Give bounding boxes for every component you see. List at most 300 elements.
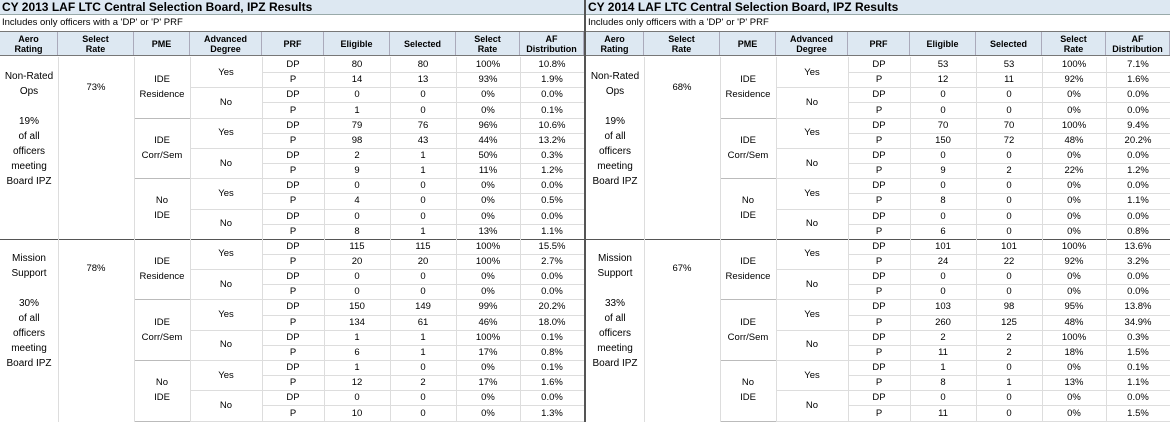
prf-cell: P: [875, 316, 883, 328]
af-distribution-cell: 3.2%: [1127, 256, 1149, 267]
pme-header: PME: [720, 32, 776, 55]
selected-cell: 13: [417, 74, 429, 86]
aero-rating-label: [586, 69, 644, 189]
column-divider: [58, 57, 59, 422]
pme-label: [720, 360, 776, 421]
eligible-cell: 80: [351, 59, 363, 71]
af-distribution-cell: 0.1%: [541, 331, 563, 343]
af-distribution-cell: 1.9%: [541, 74, 563, 86]
af-distribution-cell: 1.3%: [541, 407, 563, 419]
prf-cell: P: [289, 225, 297, 237]
prf-cell: DP: [286, 392, 300, 404]
select-rate-cell: 11%: [478, 165, 498, 177]
panel-title: CY 2014 LAF LTC Central Selection Board, IPZ Results: [586, 0, 1170, 15]
row-divider: [848, 421, 1170, 422]
af-distribution-cell: 0.0%: [541, 180, 563, 192]
eligible-cell: 8: [940, 195, 946, 207]
af-distribution-cell: 7.1%: [1127, 59, 1149, 71]
select-rate-cell: 0%: [481, 362, 495, 374]
select-rate-cell: 100%: [1061, 119, 1087, 131]
eligible-cell: 0: [354, 180, 360, 192]
advanced-degree-label: Yes: [218, 369, 234, 381]
af-distribution-header: AF Distribution: [1106, 32, 1170, 55]
selected-cell: 0: [420, 195, 426, 207]
eligible-cell: 11: [938, 407, 948, 419]
eligible-cell: 0: [940, 210, 946, 222]
advanced-degree-label: Yes: [218, 187, 234, 199]
pme-label-line: IDE: [154, 316, 170, 328]
prf-cell: P: [875, 256, 883, 267]
af-distribution-cell: 1.1%: [541, 225, 563, 237]
select-rate-cell: 0%: [481, 89, 495, 101]
select-rate-cell: 0%: [481, 392, 495, 404]
column-divider: [190, 57, 191, 422]
selected-cell: 0: [1006, 407, 1012, 419]
prf-cell: DP: [872, 89, 886, 101]
eligible-cell: 6: [940, 225, 946, 237]
aero-rating-line: [0, 99, 58, 114]
af-distribution-cell: 0.0%: [541, 392, 563, 404]
eligible-cell: 2: [354, 149, 360, 161]
select-rate-cell: 93%: [478, 74, 498, 86]
prf-cell: DP: [286, 210, 300, 222]
eligible-cell: 6: [354, 346, 360, 358]
aero-rating-line: Board IPZ: [592, 357, 638, 369]
aero-rating-label: [586, 251, 644, 371]
eligible-cell: 10: [351, 407, 363, 419]
af-distribution-cell: 15.5%: [538, 240, 566, 252]
selected-cell: 0: [1006, 225, 1012, 237]
prf-cell: P: [289, 74, 297, 86]
prf-cell: P: [875, 104, 883, 116]
select-rate-cell: 46%: [478, 316, 498, 328]
selected-cell: 149: [415, 301, 431, 313]
selected-cell: 0: [1006, 180, 1012, 192]
aero-rating-line: of all: [604, 131, 626, 142]
prf-cell: DP: [872, 119, 886, 131]
aero-rating-line: Ops: [605, 86, 625, 97]
aero-rating-line: Non-Rated: [4, 71, 54, 82]
af-distribution-cell: 13.8%: [1124, 301, 1152, 313]
prf-cell: P: [875, 225, 883, 237]
selected-cell: 2: [420, 377, 426, 389]
eligible-cell: 0: [354, 271, 360, 283]
pme-label-line: Residence: [725, 271, 771, 283]
eligible-cell: 101: [935, 240, 951, 252]
advanced-degree-label: No: [805, 96, 819, 108]
advanced-degree-label: Yes: [804, 187, 820, 199]
af-distribution-cell: 0.0%: [541, 286, 563, 298]
prf-cell: DP: [872, 331, 886, 343]
advanced-degree-label: No: [219, 339, 233, 351]
select-rate-cell: 0%: [481, 104, 495, 116]
advanced-degree-label: Yes: [218, 248, 234, 260]
select-rate-cell: 0%: [481, 286, 495, 298]
select-rate-cell: 0%: [1067, 362, 1081, 374]
pme-label-line: No: [741, 195, 755, 207]
prf-header: PRF: [848, 32, 910, 55]
aero-rating-line: Board IPZ: [592, 176, 638, 187]
select-rate-cell: 0%: [481, 180, 495, 192]
select-rate-cell: 99%: [478, 301, 498, 313]
af-distribution-header: AF Distribution: [520, 32, 584, 55]
select-rate-cell: 100%: [1061, 59, 1087, 71]
select-rate-cell: 17%: [478, 346, 498, 358]
af-distribution-cell: 34.9%: [1124, 316, 1152, 328]
selected-cell: 115: [415, 240, 431, 252]
aero-rating-label: [0, 69, 58, 189]
af-distribution-cell: 20.2%: [1124, 134, 1152, 146]
select-rate-cell: 96%: [478, 119, 498, 131]
group-select-rate: 73%: [86, 81, 106, 93]
pme-label: [720, 118, 776, 179]
prf-cell: P: [289, 377, 297, 389]
select-rate-cell: 100%: [1061, 240, 1087, 252]
prf-cell: P: [289, 407, 297, 419]
prf-cell: DP: [872, 59, 886, 71]
panel-subtitle: Includes only officers with a 'DP' or 'P' PRF: [588, 17, 769, 28]
pme-label-line: IDE: [740, 256, 756, 268]
column-divider: [390, 57, 391, 422]
row-select-rate-header: Select Rate: [1042, 32, 1106, 55]
eligible-cell: 0: [940, 180, 946, 192]
prf-header: PRF: [262, 32, 324, 55]
select-rate-cell: 0%: [1067, 392, 1081, 404]
prf-cell: DP: [286, 331, 300, 343]
advanced-degree-label: No: [805, 278, 819, 290]
select-rate-cell: 0%: [1067, 149, 1081, 161]
select-rate-cell: 100%: [475, 331, 501, 343]
pme-divider: [720, 421, 776, 422]
column-divider: [720, 57, 721, 422]
selected-cell: 61: [417, 316, 429, 328]
aero-rating-line: 30%: [18, 297, 39, 309]
select-rate-cell: 0%: [1067, 104, 1081, 116]
pme-label-line: No: [155, 195, 169, 207]
row-select-rate-header: Select Rate: [456, 32, 520, 55]
prf-cell: P: [875, 286, 883, 298]
af-distribution-cell: 0.0%: [1127, 210, 1149, 222]
eligible-cell: 4: [354, 195, 360, 207]
selected-cell: 0: [1006, 286, 1012, 298]
selected-cell: 98: [1003, 301, 1015, 313]
eligible-cell: 24: [937, 256, 949, 267]
selected-cell: 1: [420, 165, 426, 177]
eligible-cell: 0: [354, 392, 360, 404]
eligible-cell: 98: [351, 134, 363, 146]
column-divider: [324, 57, 325, 422]
pme-label: [134, 178, 190, 239]
af-distribution-cell: 13.2%: [538, 134, 566, 146]
pme-label: [720, 57, 776, 118]
advanced-degree-label: No: [805, 339, 819, 351]
column-divider: [262, 57, 263, 422]
pme-label-line: Residence: [139, 89, 185, 101]
eligible-cell: 9: [354, 165, 360, 177]
advanced-degree-label: Yes: [804, 66, 820, 78]
aero-rating-line: 19%: [604, 116, 625, 127]
aero-rating-line: meeting: [11, 161, 47, 172]
af-distribution-cell: 10.8%: [538, 59, 566, 71]
column-divider: [1042, 57, 1043, 422]
prf-cell: DP: [872, 271, 886, 283]
selected-cell: 0: [420, 392, 426, 404]
pme-label-line: Corr/Sem: [141, 149, 183, 161]
af-distribution-cell: 20.2%: [538, 301, 566, 313]
selected-cell: 80: [417, 59, 429, 71]
eligible-cell: 1: [354, 331, 360, 343]
pme-label-line: IDE: [740, 210, 756, 222]
select-rate-cell: 0%: [1067, 271, 1081, 283]
pme-label-line: IDE: [740, 392, 756, 404]
aero-rating-line: meeting: [11, 342, 47, 354]
aero-rating-line: [0, 281, 58, 296]
eligible-cell: 0: [354, 286, 360, 298]
selected-cell: 0: [1006, 271, 1012, 283]
selected-cell: 1: [420, 331, 426, 343]
advanced-degree-label: No: [805, 218, 819, 230]
eligible-cell: 12: [351, 377, 363, 389]
eligible-cell: 0: [940, 149, 946, 161]
advanced-degree-label: No: [219, 96, 233, 108]
selected-cell: 11: [1004, 74, 1014, 86]
af-distribution-cell: 0.0%: [1127, 89, 1149, 101]
aero-rating-line: Support: [597, 267, 633, 279]
selected-cell: 125: [1001, 316, 1017, 328]
pme-label-line: Corr/Sem: [727, 331, 769, 343]
af-distribution-cell: 0.0%: [1127, 180, 1149, 192]
prf-cell: DP: [872, 301, 886, 313]
af-distribution-cell: 0.0%: [1127, 104, 1149, 116]
selected-cell: 0: [420, 89, 426, 101]
selected-cell: 0: [420, 210, 426, 222]
eligible-cell: 150: [349, 301, 365, 313]
select-rate-cell: 0%: [1067, 210, 1081, 222]
eligible-cell: 8: [940, 377, 946, 389]
prf-cell: P: [875, 195, 883, 207]
advanced-degree-label: No: [219, 157, 233, 169]
pme-label-line: Corr/Sem: [727, 149, 769, 161]
group-select-rate: 78%: [86, 263, 106, 275]
prf-cell: DP: [872, 240, 886, 252]
selected-cell: 20: [417, 256, 429, 267]
select-rate-cell: 0%: [1067, 407, 1081, 419]
selected-cell: 0: [1006, 104, 1012, 116]
aero-rating-line: meeting: [597, 161, 633, 172]
af-distribution-cell: 0.0%: [541, 210, 563, 222]
aero-rating-line: officers: [12, 327, 46, 339]
column-divider: [848, 57, 849, 422]
selected-cell: 2: [1006, 165, 1012, 177]
prf-cell: P: [875, 346, 883, 358]
select-rate-cell: 13%: [478, 225, 498, 237]
eligible-cell: 14: [351, 74, 363, 86]
af-distribution-cell: 1.1%: [1127, 377, 1149, 389]
af-distribution-cell: 9.4%: [1127, 119, 1149, 131]
advanced-degree-label: No: [805, 399, 819, 411]
select-rate-cell: 92%: [1064, 74, 1084, 86]
select-rate-cell: 0%: [481, 271, 495, 283]
selected-cell: 1: [420, 225, 426, 237]
column-divider: [644, 57, 645, 422]
pme-label-line: IDE: [154, 392, 170, 404]
column-divider: [134, 57, 135, 422]
eligible-cell: 150: [935, 134, 951, 146]
eligible-cell: 79: [351, 119, 363, 131]
prf-cell: P: [875, 165, 883, 177]
selected-cell: 0: [420, 286, 426, 298]
af-distribution-cell: 1.1%: [1127, 195, 1149, 207]
degree-divider: [776, 421, 848, 422]
prf-cell: DP: [286, 89, 300, 101]
prf-cell: DP: [286, 362, 300, 374]
column-divider: [1106, 57, 1107, 422]
eligible-cell: 260: [935, 316, 951, 328]
selected-cell: 1: [420, 346, 426, 358]
select-rate-header: Select Rate: [644, 32, 720, 55]
prf-cell: DP: [286, 59, 300, 71]
pme-label: [720, 178, 776, 239]
eligible-cell: 0: [940, 271, 946, 283]
select-rate-cell: 100%: [475, 240, 501, 252]
eligible-cell: 8: [354, 225, 360, 237]
select-rate-cell: 50%: [478, 149, 498, 161]
aero-rating-line: officers: [598, 327, 632, 339]
selected-cell: 53: [1003, 59, 1015, 71]
advanced-degree-label: No: [219, 399, 233, 411]
eligible-cell: 2: [940, 331, 946, 343]
prf-cell: P: [875, 134, 883, 146]
af-distribution-cell: 1.2%: [541, 165, 563, 177]
pme-label-line: IDE: [740, 316, 756, 328]
eligible-cell: 0: [940, 392, 946, 404]
eligible-cell: 134: [349, 316, 365, 328]
af-distribution-cell: 0.0%: [1127, 149, 1149, 161]
pme-label-line: Residence: [725, 89, 771, 101]
selected-cell: 0: [420, 180, 426, 192]
af-distribution-cell: 0.0%: [541, 89, 563, 101]
pme-label-line: IDE: [154, 210, 170, 222]
pme-label: [134, 57, 190, 118]
pme-label: [134, 299, 190, 360]
selected-cell: 2: [1006, 331, 1012, 343]
advanced-degree-label: Yes: [804, 248, 820, 260]
prf-cell: P: [289, 165, 297, 177]
group-select-rate: 68%: [672, 81, 692, 93]
advanced-degree-label: Yes: [218, 66, 234, 78]
prf-cell: P: [289, 134, 297, 146]
pme-label-line: IDE: [740, 74, 756, 86]
select-rate-cell: 0%: [1067, 195, 1081, 207]
selected-cell: 72: [1003, 134, 1015, 146]
select-rate-cell: 0%: [481, 210, 495, 222]
af-distribution-cell: 0.5%: [541, 195, 563, 207]
pme-label-line: No: [741, 377, 755, 389]
prf-cell: P: [289, 195, 297, 207]
aero-rating-line: Mission: [598, 252, 632, 264]
af-distribution-cell: 0.0%: [1127, 286, 1149, 298]
prf-cell: P: [289, 346, 297, 358]
eligible-cell: 1: [940, 362, 946, 374]
selected-header: Selected: [390, 32, 456, 55]
af-distribution-cell: 0.8%: [1127, 225, 1149, 237]
af-distribution-cell: 0.8%: [541, 346, 563, 358]
aero-rating-line: [586, 99, 644, 114]
selected-cell: 70: [1003, 119, 1015, 131]
select-rate-cell: 95%: [1064, 301, 1084, 313]
selected-cell: 101: [1001, 240, 1017, 252]
select-rate-cell: 100%: [475, 256, 501, 267]
selected-cell: 2: [1006, 346, 1012, 358]
selected-cell: 1: [420, 149, 426, 161]
advanced-degree-label: No: [219, 278, 233, 290]
af-distribution-cell: 10.6%: [538, 119, 566, 131]
af-distribution-cell: 18.0%: [538, 316, 566, 328]
pme-label: [134, 118, 190, 179]
aero-rating-line: Board IPZ: [6, 357, 52, 369]
aero-rating-line: of all: [604, 312, 626, 324]
selected-cell: 1: [1006, 377, 1012, 389]
select-rate-cell: 0%: [1067, 89, 1081, 101]
pme-label-line: IDE: [154, 134, 170, 146]
prf-cell: DP: [286, 119, 300, 131]
advanced-degree-label: No: [805, 157, 819, 169]
selected-cell: 0: [1006, 210, 1012, 222]
aero-rating-header: Aero Rating: [0, 32, 58, 55]
selected-cell: 0: [420, 271, 426, 283]
prf-cell: DP: [286, 180, 300, 192]
pme-label-line: No: [155, 377, 169, 389]
eligible-cell: 1: [354, 104, 360, 116]
advanced-degree-label: Yes: [804, 127, 820, 139]
af-distribution-cell: 2.7%: [541, 256, 563, 267]
select-rate-cell: 0%: [481, 407, 495, 419]
af-distribution-cell: 0.1%: [541, 362, 563, 374]
advanced-degree-header: Advanced Degree: [190, 32, 262, 55]
aero-rating-line: Ops: [19, 86, 39, 97]
pme-label-line: IDE: [154, 256, 170, 268]
prf-cell: P: [875, 74, 883, 86]
select-rate-cell: 17%: [478, 377, 498, 389]
advanced-degree-label: Yes: [218, 309, 234, 321]
table-header: [586, 31, 1170, 56]
aero-rating-line: officers: [12, 146, 46, 157]
eligible-cell: 20: [351, 256, 363, 267]
af-distribution-cell: 1.5%: [1127, 346, 1149, 358]
pme-label: [720, 299, 776, 360]
eligible-cell: 0: [354, 210, 360, 222]
prf-cell: P: [289, 256, 297, 267]
select-rate-cell: 0%: [1067, 180, 1081, 192]
aero-rating-line: officers: [598, 146, 632, 157]
aero-rating-line: Support: [11, 267, 47, 279]
prf-cell: DP: [286, 271, 300, 283]
selected-cell: 22: [1003, 256, 1015, 267]
select-rate-cell: 18%: [1064, 346, 1084, 358]
af-distribution-cell: 0.3%: [541, 149, 563, 161]
panel-subtitle: Includes only officers with a 'DP' or 'P' PRF: [2, 17, 183, 28]
prf-cell: DP: [872, 210, 886, 222]
af-distribution-cell: 0.1%: [1127, 362, 1149, 374]
af-distribution-cell: 0.0%: [541, 271, 563, 283]
aero-rating-header: Aero Rating: [586, 32, 644, 55]
panel-title: CY 2013 LAF LTC Central Selection Board, IPZ Results: [0, 0, 584, 15]
pme-label-line: IDE: [740, 134, 756, 146]
prf-cell: DP: [286, 149, 300, 161]
prf-cell: DP: [872, 362, 886, 374]
advanced-degree-label: Yes: [218, 127, 234, 139]
aero-rating-line: 19%: [18, 116, 39, 127]
